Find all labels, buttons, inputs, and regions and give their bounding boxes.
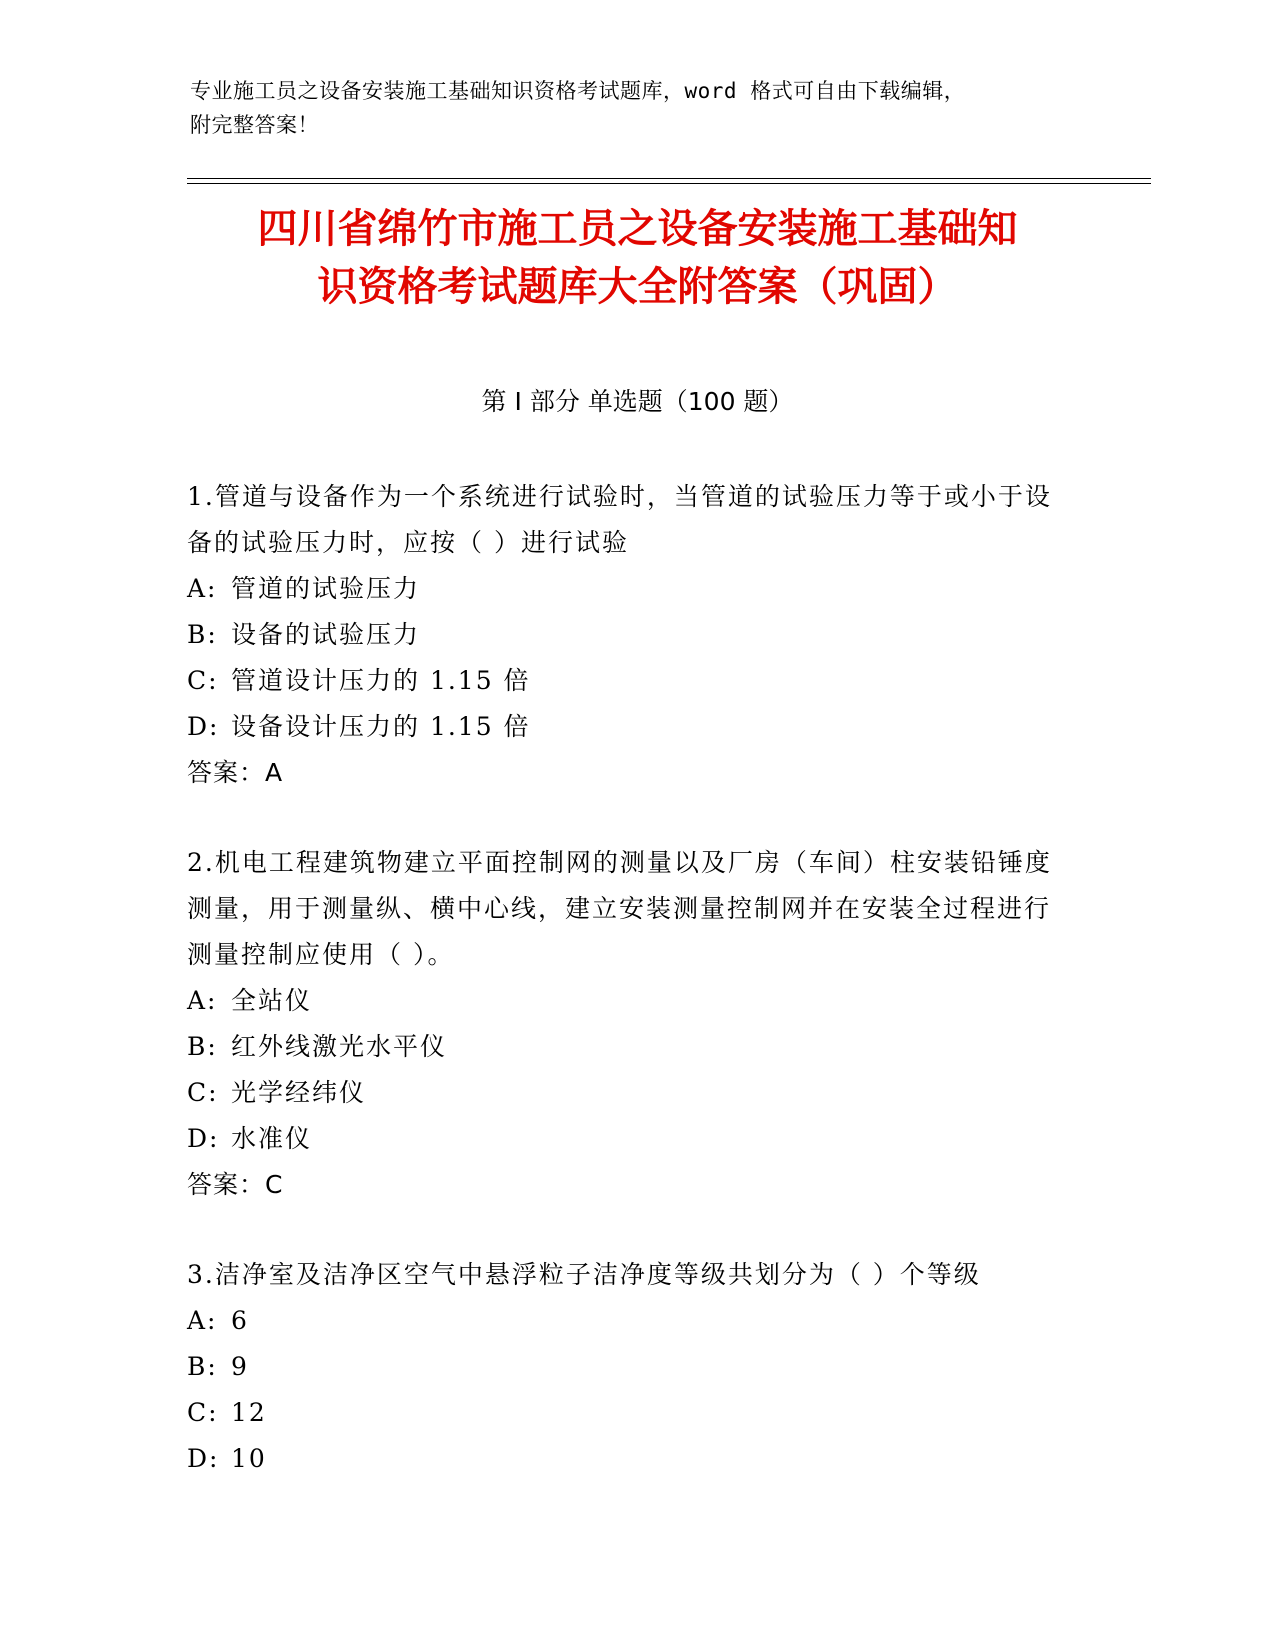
option-letter: D: xyxy=(187,712,220,741)
option-b xyxy=(187,1344,1067,1390)
question-stem: 2.机电工程建筑物建立平面控制网的测量以及厂房（车间）柱安装铅锤度测量，用于测量纵、横中心线，建立安装测量控制网并在安装全过程进行测量控制应使用（ ）。 xyxy=(187,848,1052,969)
header-note-line-2: 附完整答案！ xyxy=(190,113,319,137)
option-text: 9 xyxy=(231,1352,249,1381)
question-1 xyxy=(187,474,1067,796)
option-c xyxy=(187,658,1067,704)
option-letter: A: xyxy=(187,986,218,1015)
option-text: 水准仪 xyxy=(231,1124,313,1153)
answer-label: 答案：A xyxy=(187,758,284,787)
option-letter: A: xyxy=(187,574,218,603)
option-letter: C: xyxy=(187,1398,219,1427)
option-text: 全站仪 xyxy=(231,986,313,1015)
document-title-line-2: 识资格考试题库大全附答案（巩固） xyxy=(317,264,958,310)
option-b xyxy=(187,612,1067,658)
option-letter: D: xyxy=(187,1124,220,1153)
option-d xyxy=(187,704,1067,750)
document-title xyxy=(180,200,1095,316)
option-text: 管道的试验压力 xyxy=(231,574,421,603)
answer-label: 答案：C xyxy=(187,1170,284,1199)
document-title-line-1: 四川省绵竹市施工员之设备安装施工基础知 xyxy=(257,206,1018,252)
option-letter: B: xyxy=(187,1032,218,1061)
option-letter: B: xyxy=(187,620,218,649)
option-letter: D: xyxy=(187,1444,220,1473)
header-note-line-1: 专业施工员之设备安装施工基础知识资格考试题库，word 格式可自由下载编辑， xyxy=(190,79,966,103)
question-stem: 1.管道与设备作为一个系统进行试验时，当管道的试验压力等于或小于设备的试验压力时，应按（ ）进行试验 xyxy=(187,482,1052,557)
option-letter: A: xyxy=(187,1306,218,1335)
section-title: 第 I 部分 单选题（100 题） xyxy=(481,387,794,416)
option-d xyxy=(187,1116,1067,1162)
option-text: 红外线激光水平仪 xyxy=(231,1032,448,1061)
option-letter: B: xyxy=(187,1352,218,1381)
option-text: 10 xyxy=(231,1444,267,1473)
header-divider-bottom xyxy=(187,183,1151,184)
header-divider-top xyxy=(187,178,1151,179)
option-c xyxy=(187,1070,1067,1116)
option-text: 管道设计压力的 1.15 倍 xyxy=(231,666,531,695)
option-text: 设备的试验压力 xyxy=(231,620,421,649)
option-b xyxy=(187,1024,1067,1070)
option-a xyxy=(187,978,1067,1024)
option-d xyxy=(187,1436,1067,1482)
question-2 xyxy=(187,840,1067,1208)
option-text: 6 xyxy=(231,1306,249,1335)
option-letter: C: xyxy=(187,1078,219,1107)
question-list xyxy=(187,474,1067,1526)
question-stem: 3.洁净室及洁净区空气中悬浮粒子洁净度等级共划分为（ ）个等级 xyxy=(187,1260,981,1289)
option-text: 光学经纬仪 xyxy=(231,1078,367,1107)
header-note xyxy=(190,74,1070,142)
option-c xyxy=(187,1390,1067,1436)
option-text: 设备设计压力的 1.15 倍 xyxy=(231,712,531,741)
option-a xyxy=(187,566,1067,612)
option-text: 12 xyxy=(231,1398,267,1427)
option-a xyxy=(187,1298,1067,1344)
option-letter: C: xyxy=(187,666,219,695)
question-3 xyxy=(187,1252,1067,1482)
